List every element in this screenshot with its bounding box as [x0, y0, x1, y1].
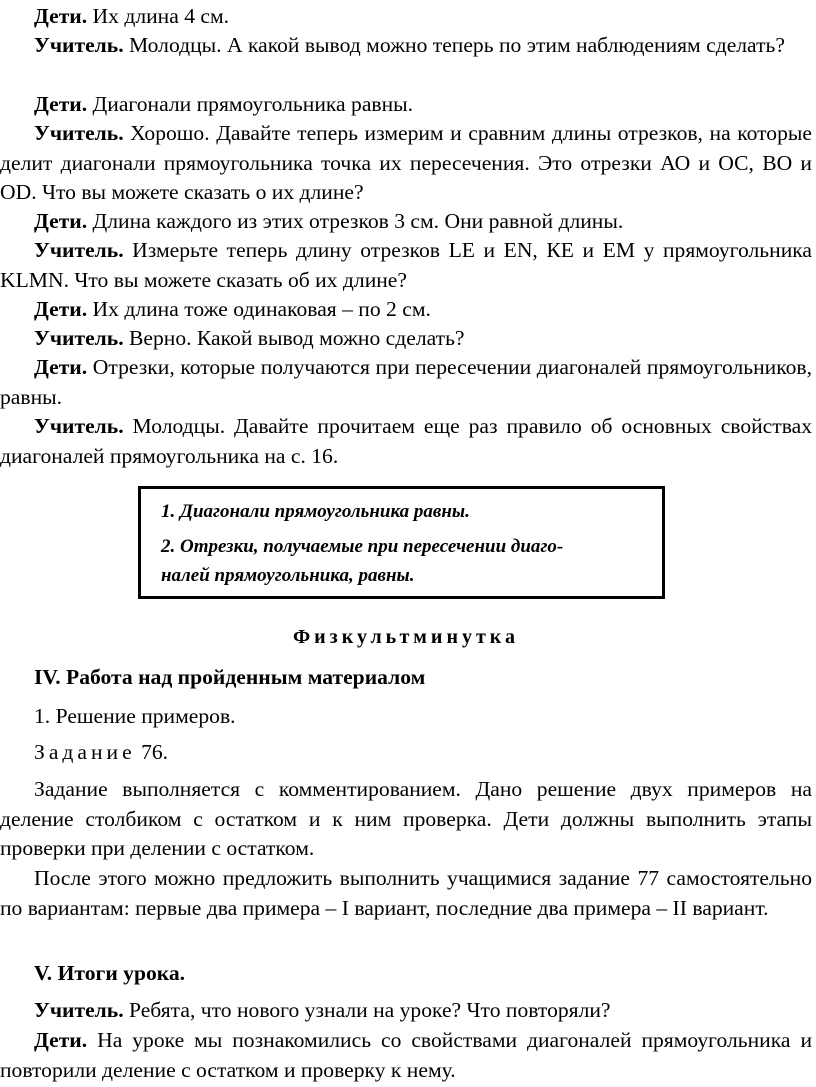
rule-line-1: 1. Диагонали прямоугольника равны. [161, 501, 470, 522]
speaker-teacher: Учитель. [34, 414, 124, 438]
dialogue-text: Молодцы. А какой вывод можно теперь по этим наблюдениям сделать? [123, 33, 785, 57]
rule-line-2: 2. Отрезки, получаемые при пересечении диаго- [161, 536, 564, 557]
section-4-paragraph-1: Задание выполняется с комментированием. Дано решение двух примеров на деление столбиком с остатком и к ним проверка. Дети должны выполнить этапы проверки при делении с остатком. [0, 777, 812, 860]
speaker-teacher: Учитель. [34, 326, 124, 350]
section-4-paragraph-2: После этого можно предложить выполнить учащимися задание 77 самостоятельно по вариантам: первые два примера – I вариант, последние два примера – II вариант. [0, 866, 812, 920]
speaker-children: Дети. [34, 297, 88, 321]
section-4-heading: IV. Работа над пройденным материалом [34, 665, 426, 689]
speaker-teacher: Учитель. [34, 33, 124, 57]
summary-children-line [0, 1026, 812, 1085]
speaker-teacher: Учитель. [34, 121, 124, 145]
dialogue-line-4 [0, 119, 812, 208]
rule-line-3: налей прямоугольника, равны. [161, 565, 415, 586]
speaker-children: Дети. [34, 209, 88, 233]
task-number: 76. [135, 740, 169, 764]
dialogue-text: Хорошо. Давайте теперь измерим и сравним длины отрезков, на которые делит диагонали прямоугольника точка их пересечения. Это отрезки АО и ОС, ВО и OD. Что вы можете сказать о их длине? [0, 121, 812, 204]
dialogue-text: Длина каждого из этих отрезков 3 см. Они равной длины. [87, 209, 624, 233]
summary-teacher-line [0, 996, 812, 1026]
rule-box [138, 486, 665, 599]
dialogue-line-9 [0, 353, 812, 412]
dialogue-text: Ребята, что нового узнали на уроке? Что повторяли? [123, 998, 611, 1022]
dialogue-line-5 [0, 207, 812, 237]
dialogue-text: Их длина тоже одинаковая – по 2 см. [87, 297, 431, 321]
dialogue-text: Измерьте теперь длину отрезков LE и EN, КЕ и ЕМ у прямоугольника KLMN. Что вы можете сказать об их длине? [0, 238, 812, 292]
dialogue-text: Молодцы. Давайте прочитаем еще раз правило об основных свойствах диагоналей прямоугольника на с. 16. [0, 414, 812, 468]
speaker-children: Дети. [34, 4, 88, 28]
dialogue-line-1 [0, 2, 812, 32]
section-4-item-1: 1. Решение примеров. [34, 704, 236, 728]
dialogue-line-10 [0, 412, 812, 471]
speaker-children: Дети. [34, 1028, 88, 1052]
dialogue-line-6 [0, 236, 812, 295]
dialogue-text: Отрезки, которые получаются при пересечении диагоналей прямоугольников, равны. [0, 355, 812, 409]
dialogue-line-8 [0, 324, 812, 354]
speaker-teacher: Учитель. [34, 238, 124, 262]
speaker-children: Дети. [34, 92, 88, 116]
section-5-heading: V. Итоги урока. [34, 961, 186, 985]
dialogue-text: Их длина 4 см. [87, 4, 230, 28]
task-line [0, 738, 812, 768]
dialogue-line-7 [0, 295, 812, 325]
dialogue-text: Диагонали прямоугольника равны. [87, 92, 414, 116]
dialogue-text: Верно. Какой вывод можно сделать? [123, 326, 465, 350]
break-title: Физкультминутка [292, 626, 520, 648]
dialogue-line-3 [0, 90, 812, 120]
dialogue-line-2 [0, 31, 812, 61]
speaker-children: Дети. [34, 355, 88, 379]
speaker-teacher: Учитель. [34, 998, 124, 1022]
dialogue-text: На уроке мы познакомились со свойствами диагоналей прямоугольника и повторили деление с остатком и проверку к нему. [0, 1028, 812, 1082]
task-word: Задание [34, 740, 136, 764]
